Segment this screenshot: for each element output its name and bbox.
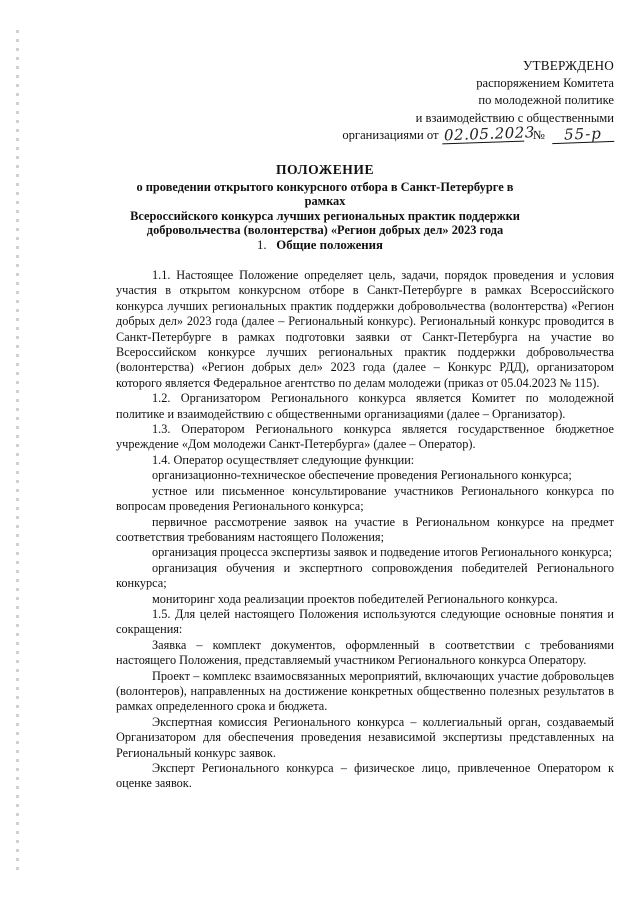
paragraph-1-2: 1.2. Организатором Регионального конкурса является Комитет по молодежной политике и взаимодействию с общественными организациями (далее – Организатор). xyxy=(116,391,614,421)
handwritten-number: 55-р xyxy=(552,126,615,144)
approval-line-4 xyxy=(284,123,614,145)
definition-expert-commission: Экспертная комиссия Регионального конкурса – коллегиальный орган, создаваемый Организатором для обеспечения проведения независимой экспертизы представленных на Региональный конкурс заявок. xyxy=(116,714,614,760)
function-item: устное или письменное консультирование участников Регионального конкурса по вопросам проведения Регионального конкурса; xyxy=(116,483,614,514)
approval-line-1: распоряжением Комитета xyxy=(476,75,614,90)
title-line-3: добровольчества (волонтерства) «Регион добрых дел» 2023 года xyxy=(146,223,504,238)
title-main: ПОЛОЖЕНИЕ xyxy=(275,162,375,177)
title-line-1: о проведении открытого конкурсного отбора в Санкт-Петербурге в рамках xyxy=(136,179,514,209)
approval-line-3: и взаимодействию с общественными xyxy=(415,110,614,125)
paragraph-1-4: 1.4. Оператор осуществляет следующие функции: xyxy=(152,452,415,467)
paragraph-1-1: 1.1. Настоящее Положение определяет цель, задачи, порядок проведения и условия участия в открытом конкурсном отборе в Санкт-Петербурге в рамках Всероссийского конкурса лучших региональных практик поддержки добровольчества (волонтерства) «Регион добрых дел» 2023 года (далее – Региональный конкурс). Региональный конкурс проводится в Санкт-Петербурге в рамках подготовки заявки от Санкт-Петербурга на участие во Всероссийском конкурсе лучших региональных практик поддержки добровольчества (волонтерства) «Регион добрых дел» 2023 года (далее – Конкурс РДД), организатором которого является Федеральное агентство по делам молодежи (приказ от 05.04.2023 № 115). xyxy=(116,268,614,390)
section-1-title: Общие положения xyxy=(276,238,383,252)
function-item: мониторинг хода реализации проектов победителей Регионального конкурса. xyxy=(152,591,558,606)
function-item: организация обучения и экспертного сопровождения победителей Регионального конкурса; xyxy=(116,560,614,591)
scan-edge-marks xyxy=(16,30,19,870)
handwritten-date: 02.05.2023 xyxy=(443,123,535,145)
function-item: первичное рассмотрение заявок на участие в Региональном конкурсе на предмет соответствия требованиям настоящего Положения; xyxy=(116,514,614,544)
approval-line-4-prefix: организациями от xyxy=(342,128,439,142)
approval-block xyxy=(284,57,614,145)
document-body xyxy=(116,268,614,792)
definition-application: Заявка – комплект документов, оформленный в соответствии с требованиями настоящего Положения, представляемый участником Регионального конкурса Оператору. xyxy=(116,637,614,668)
paragraph-1-5: 1.5. Для целей настоящего Положения используются следующие основные понятия и сокращения: xyxy=(116,606,614,637)
function-item: организация процесса экспертизы заявок и подведение итогов Регионального конкурса; xyxy=(152,545,613,560)
section-1-number: 1. xyxy=(257,238,267,252)
title-line-2: Всероссийского конкурса лучших региональных практик поддержки xyxy=(130,208,520,223)
approved-label: УТВЕРЖДЕНО xyxy=(522,58,614,73)
definition-project: Проект – комплекс взаимосвязанных мероприятий, включающих участие добровольцев (волонтеров), направленных на достижение конкретных общественно полезных результатов в рамках определенного срока и бюджета. xyxy=(116,668,614,714)
section-1-heading xyxy=(0,238,640,253)
document-title xyxy=(120,163,530,238)
paragraph-1-3: 1.3. Оператором Регионального конкурса является государственное бюджетное учреждение «Дом молодежи Санкт-Петербурга» (далее – Оператор). xyxy=(116,422,614,452)
approval-line-2: по молодежной политике xyxy=(478,93,614,107)
function-item: организационно-техническое обеспечение проведения Регионального конкурса; xyxy=(152,468,572,483)
definition-expert: Эксперт Регионального конкурса – физическое лицо, привлеченное Оператором к оценке заявок. xyxy=(116,761,614,791)
number-sign: № xyxy=(532,128,545,142)
